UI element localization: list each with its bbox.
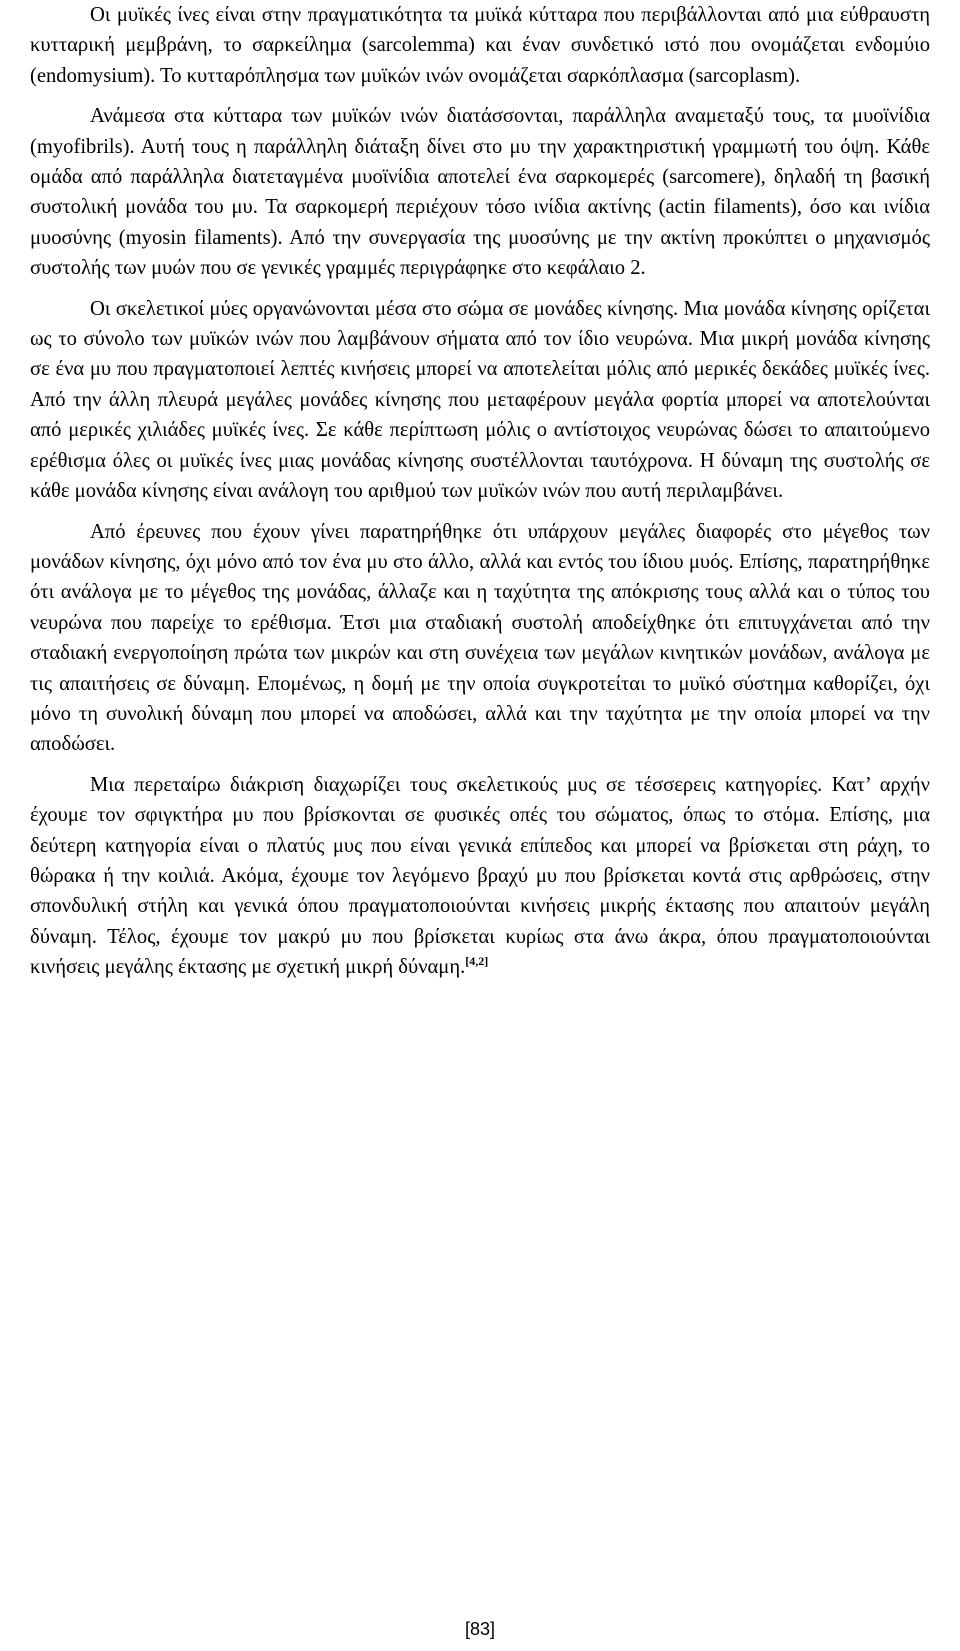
body-text: [30, 0, 930, 993]
paragraph-muscle-fibers: Οι μυϊκές ίνες είναι στην πραγματικότητα τα μυϊκά κύτταρα που περιβάλλονται από μια εύθραυστη κυτταρική μεμβράνη, το σαρκείλημα (sarcolemma) και έναν συνδετικό ιστό που ονομάζεται ενδομύιο (endomysium). Το κυτταρόπλησμα των μυϊκών ινών ονομάζεται σαρκόπλασμα (sarcoplasm).: [30, 4, 930, 87]
citation-reference: [4,2]: [465, 954, 489, 969]
paragraph-motor-unit-size: Από έρευνες που έχουν γίνει παρατηρήθηκε ότι υπάρχουν μεγάλες διαφορές στο μέγεθος των μονάδων κίνησης, όχι μόνο από τον ένα μυ στο άλλο, αλλά και εντός του ίδιου μυός. Επίσης, παρατηρήθηκε ότι ανάλογα με το μέγεθος της μονάδας, άλλαζε και η ταχύτητα της απόκρισης τους αλλά και ο τύπος του νευρώνα που παρείχε το ερέθισμα. Έτσι μια σταδιακή συστολή αποδείχθηκε ότι επιτυγχάνεται από την σταδιακή ενεργοποίηση πρώτα των μικρών και στη συνέχεια των μεγάλων κινητικών μονάδων, ανάλογα με τις απαιτήσεις σε δύναμη. Επομένως, η δομή με την οποία συγκροτείται το μυϊκό σύστημα καθορίζει, όχι μόνο τη συνολική δύναμη που μπορεί να αποδώσει, αλλά και την ταχύτητα με την οποία μπορεί να την αποδώσει.: [30, 520, 930, 756]
paragraph-motor-units: Οι σκελετικοί μύες οργανώνονται μέσα στο σώμα σε μονάδες κίνησης. Μια μονάδα κίνησης ορίζεται ως το σύνολο των μυϊκών ινών που λαμβάνουν σήματα από τον ίδιο νευρώνα. Μια μικρή μονάδα κίνησης σε ένα μυ που πραγματοποιεί λεπτές κινήσεις μπορεί να αποτελείται μόλις από μερικές δεκάδες μυϊκές ίνες. Από την άλλη πλευρά μεγάλες μονάδες κίνησης που μεταφέρουν μεγάλα φορτία μπορεί να αποτελούνται από μερικές χιλιάδες μυϊκές ίνες. Σε κάθε περίπτωση μόλις ο αντίστοιχος νευρώνας δώσει το απαιτούμενο ερέθισμα όλες οι μυϊκές ίνες μιας μονάδας κίνησης συστέλλονται ταυτόχρονα. Η δύναμη της συστολής σε κάθε μονάδα κίνησης είναι ανάλογη του αριθμού των μυϊκών ινών που αυτή περιλαμβάνει.: [30, 297, 930, 503]
paragraph-myofibrils: Ανάμεσα στα κύτταρα των μυϊκών ινών διατάσσονται, παράλληλα αναμεταξύ τους, τα μυοϊνίδια (myofibrils). Αυτή τους η παράλληλη διάταξη δίνει στο μυ την χαρακτηριστική γραμμωτή του όψη. Κάθε ομάδα από παράλληλα διατεταγμένα μυοϊνίδια αποτελεί ένα σαρκομερές (sarcomere), δηλαδή τη βασική συστολική μονάδα του μυ. Τα σαρκομερή περιέχουν τόσο ινίδια ακτίνης (actin filaments), όσο και ινίδια μυοσύνης (myosin filaments). Από την συνεργασία της μυοσύνης με την ακτίνη προκύπτει ο μηχανισμός συστολής των μυών που σε γενικές γραμμές περιγράφηκε στο κεφάλαιο 2.: [30, 105, 930, 280]
page-number: [83]: [464, 1619, 496, 1639]
paragraph-muscle-categories: [30, 770, 930, 983]
paragraph-muscle-categories-text: Μια περεταίρω διάκριση διαχωρίζει τους σκελετικούς μυς σε τέσσερεις κατηγορίες. Κατ’ αρχήν έχουμε τον σφιγκτήρα μυ που βρίσκονται σε φυσικές οπές του σώματος, όπως το στόμα. Επίσης, μια δεύτερη κατηγορία είναι ο πλατύς μυς που είναι γενικά επίπεδος και μπορεί να βρίσκεται στη ράχη, το θώρακα ή την κοιλιά. Ακόμα, έχουμε τον λεγόμενο βραχύ μυ που βρίσκεται κοντά στις αρθρώσεις, στην σπονδυλική στήλη και γενικά όπου πραγματοποιούνται κινήσεις μικρής έκτασης που απαιτούν μεγάλη δύναμη. Τέλος, έχουμε τον μακρύ μυ που βρίσκεται κυρίως στα άνω άκρα, όπου πραγματοποιούνται κινήσεις μεγάλης έκτασης με σχετική μικρή δύναμη.: [30, 773, 930, 979]
